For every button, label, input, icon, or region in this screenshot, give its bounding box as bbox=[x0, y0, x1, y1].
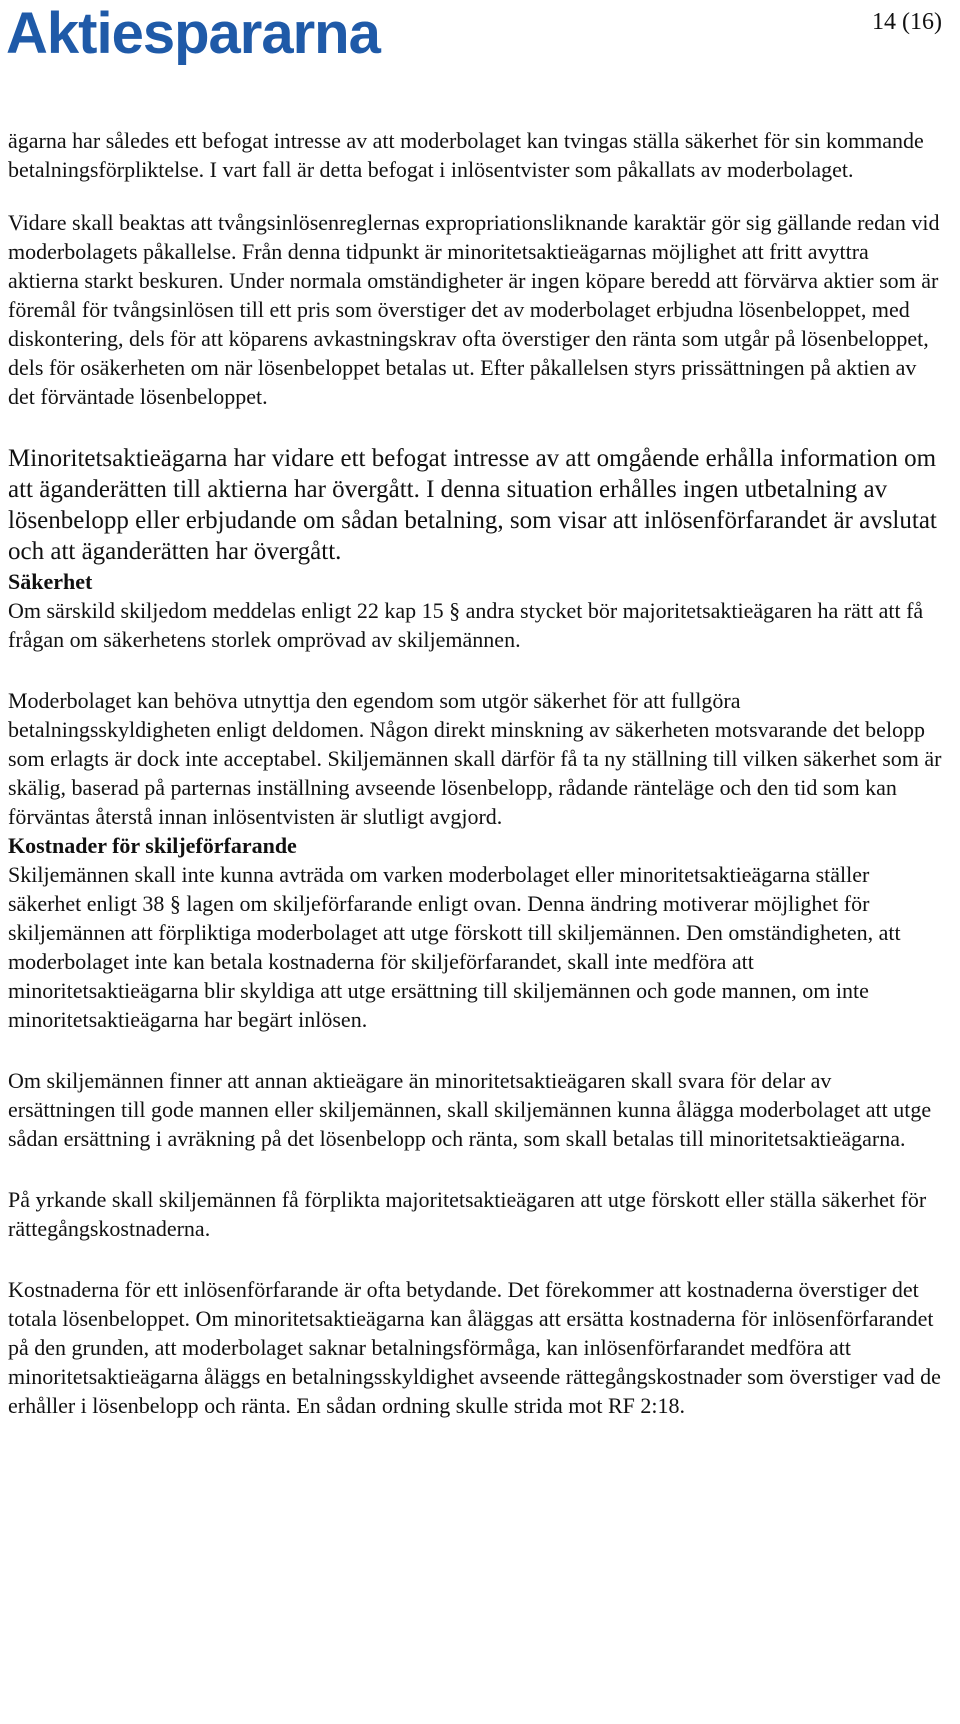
body-paragraph-2: Vidare skall beaktas att tvångsinlösenreglernas expropriationsliknande karaktär gör sig gällande redan vid moderbolagets påkallelse. Från denna tidpunkt är minoritetsaktieägarnas möjlighet att fritt avyttra aktierna starkt beskuren. Under normala omständigheter är ingen köpare beredd att förvärva aktier som är föremål för tvångsinlösen till ett pris som överstiger det av moderbolaget erbjudna lösenbeloppet, med diskontering, dels för att köparens avkastningskrav ofta överstiger den ränta som utgår på lösenbeloppet, dels för osäkerheten om när lösenbeloppet betalas ut. Efter påkallelsen styrs prissättningen på aktien av det förväntade lösenbeloppet. bbox=[8, 210, 940, 409]
aktiespararna-logo: Aktiespararna bbox=[6, 1, 380, 66]
body-paragraph-8: På yrkande skall skiljemännen få förplikta majoritetsaktieägaren att utge förskott eller ställa säkerhet för rättegångskostnaderna. bbox=[8, 1187, 927, 1241]
page-number: 14 (16) bbox=[872, 9, 942, 35]
body-paragraph-4: Om särskild skiljedom meddelas enligt 22 kap 15 § andra stycket bör majoritetsaktieägaren ha rätt att få frågan om säkerhetens storlek omprövad av skiljemännen. bbox=[8, 598, 924, 652]
body-paragraph-7: Om skiljemännen finner att annan aktieägare än minoritetsaktieägaren skall svara för delar av ersättningen till gode mannen eller skiljemännen, skall skiljemännen kunna ålägga moderbolaget att utge sådan ersättning i avräkning på det lösenbelopp och ränta, som skall betalas till minoritetsaktieägarna. bbox=[8, 1068, 932, 1151]
section-heading-kostnader: Kostnader för skiljeförfarande bbox=[8, 833, 297, 858]
body-paragraph-5: Moderbolaget kan behöva utnyttja den egendom som utgör säkerhet för att fullgöra betalningsskyldigheten enligt deldomen. Någon direkt minskning av säkerheten motsvarande det belopp som erlagts är dock inte acceptabel. Skiljemännen skall därför få ta ny ställning till vilken säkerhet som är skälig, baserad på parternas inställning avseende lösenbelopp, rådande ränteläge och den tid som kan förväntas återstå innan inlösentvisten är slutligt avgjord. bbox=[8, 688, 942, 829]
body-paragraph-3: Minoritetsaktieägarna har vidare ett befogat intresse av att omgående erhålla information om att äganderätten till aktierna har övergått. I denna situation erhålles ingen utbetalning av lösenbelopp eller erbjudande om sådan betalning, som visar att inlösenförfarandet är avslutat och att äganderätten har övergått. bbox=[8, 445, 937, 565]
document-body bbox=[8, 126, 942, 1420]
body-paragraph-6: Skiljemännen skall inte kunna avträda om varken moderbolaget eller minoritetsaktieägarna ställer säkerhet enligt 38 § lagen om skiljeförfarande enligt ovan. Denna ändring motiverar möjlighet för skiljemännen att förpliktiga moderbolaget att utge förskott till skiljemännen. Den omständigheten, att moderbolaget inte kan betala kostnaderna för skiljeförfarandet, skall inte medföra att minoritetsaktieägarna blir skyldiga att utge ersättning till skiljemännen och gode mannen, om inte minoritetsaktieägarna har begärt inlösen. bbox=[8, 862, 901, 1032]
body-paragraph-1: ägarna har således ett befogat intresse av att moderbolaget kan tvingas ställa säkerhet för sin kommande betalningsförpliktelse. I vart fall är detta befogat i inlösentvister som påkallats av moderbolaget. bbox=[8, 128, 924, 182]
section-heading-sakerhet: Säkerhet bbox=[8, 569, 93, 594]
body-paragraph-9: Kostnaderna för ett inlösenförfarande är ofta betydande. Det förekommer att kostnaderna överstiger det totala lösenbeloppet. Om minoritetsaktieägarna kan åläggas att ersätta kostnaderna för inlösenförfarandet på den grunden, att moderbolaget saknar betalningsförmåga, kan inlösenförfarandet medföra att minoritetsaktieägarna åläggs en betalningsskyldighet avseende rättegångskostnader som överstiger vad de erhåller i lösenbelopp och ränta. En sådan ordning skulle strida mot RF 2:18. bbox=[8, 1277, 941, 1418]
